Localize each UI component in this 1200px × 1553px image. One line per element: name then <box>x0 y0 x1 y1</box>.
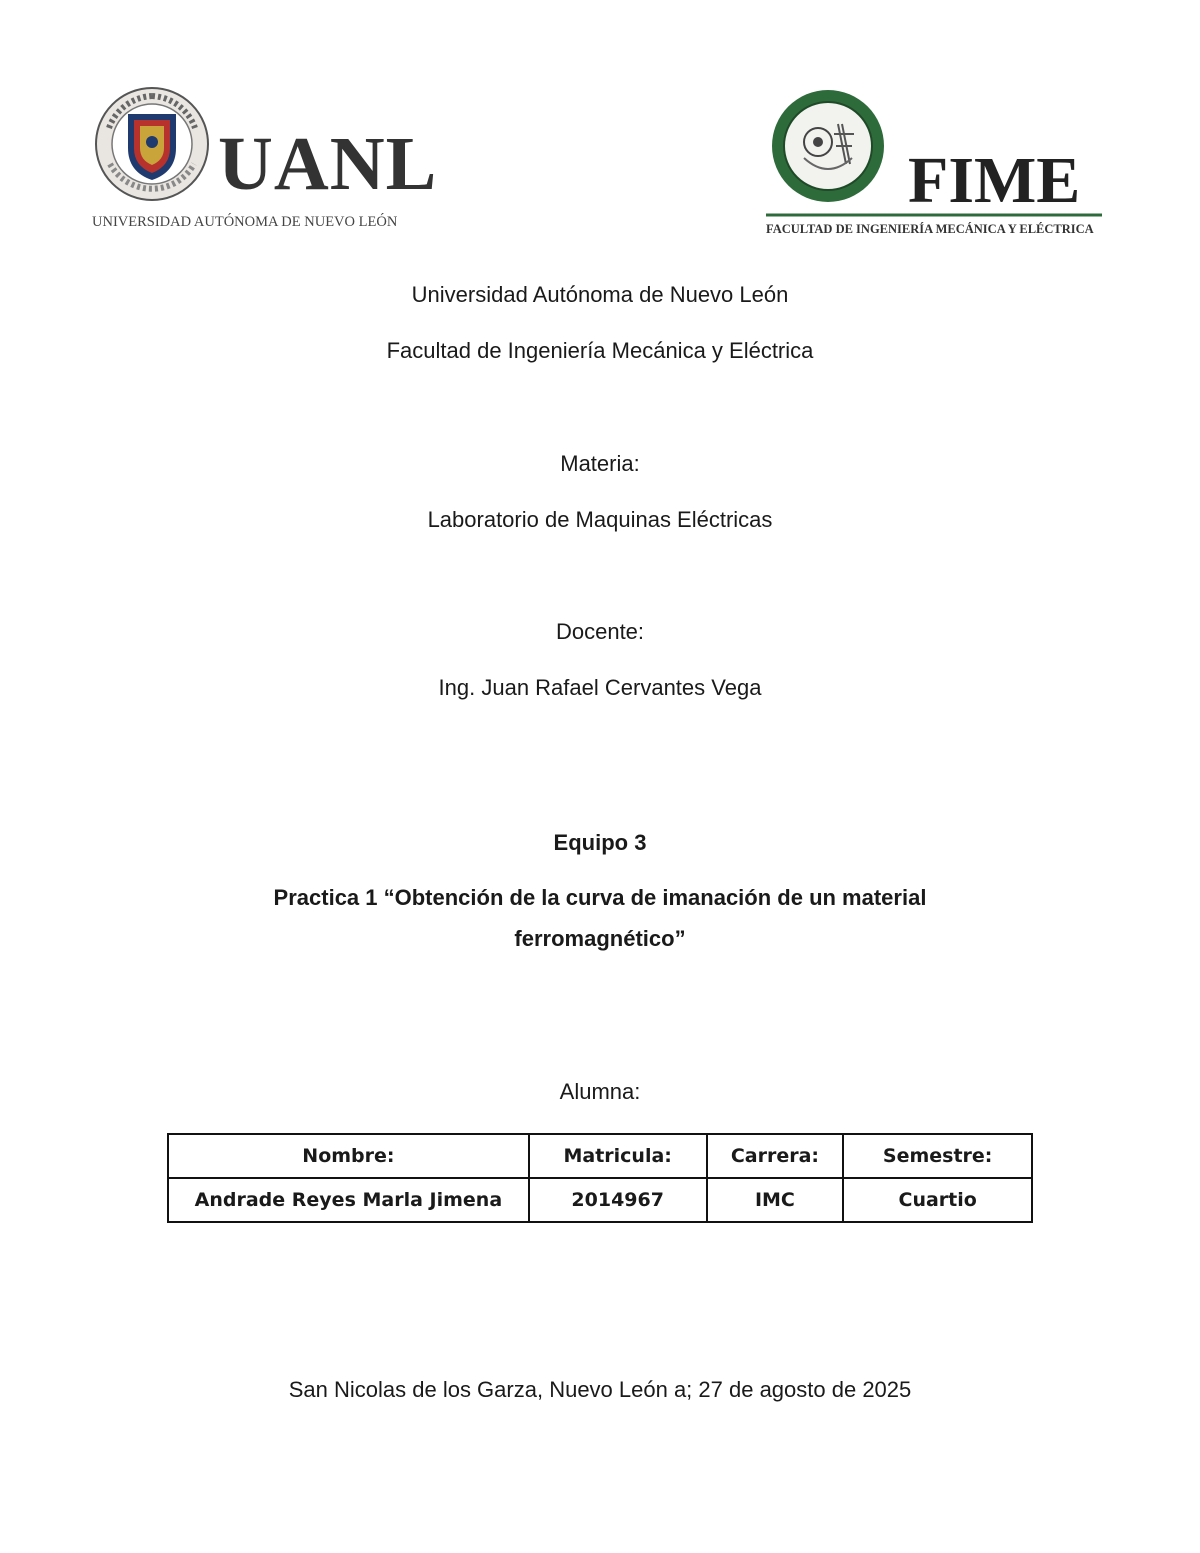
header-carrera: Carrera: <box>707 1134 844 1178</box>
teacher-name: Ing. Juan Rafael Cervantes Vega <box>438 675 762 700</box>
fime-subtitle: FACULTAD DE INGENIERÍA MECÁNICA Y ELÉCTRICA <box>766 222 1094 236</box>
course-label: Materia: <box>560 451 640 476</box>
teacher-label: Docente: <box>555 619 645 644</box>
practice-title-line1: Practica 1 “Obtención de la curva de imanación de un material <box>273 885 927 910</box>
uanl-logo <box>90 84 440 234</box>
faculty-name: Facultad de Ingeniería Mecánica y Eléctrica <box>386 338 814 363</box>
student-label: Alumna: <box>559 1079 641 1104</box>
header-matricula: Matricula: <box>529 1134 707 1178</box>
student-table <box>167 1133 1033 1223</box>
practice-title-line2: ferromagnético” <box>514 926 686 951</box>
cell-semestre: Cuartio <box>843 1178 1032 1222</box>
cell-nombre: Andrade Reyes Marla Jimena <box>168 1178 529 1222</box>
course-name: Laboratorio de Maquinas Eléctricas <box>427 507 773 532</box>
footer-place-date: San Nicolas de los Garza, Nuevo León a; 27 de agosto de 2025 <box>288 1377 912 1402</box>
fime-wordmark: FIME <box>908 144 1081 217</box>
table-header-row <box>168 1134 1032 1178</box>
uanl-subtitle: UNIVERSIDAD AUTÓNOMA DE NUEVO LEÓN <box>92 214 398 230</box>
fime-logo <box>762 84 1107 239</box>
team-name: Equipo 3 <box>553 830 647 855</box>
university-name: Universidad Autónoma de Nuevo León <box>411 282 789 307</box>
header-semestre: Semestre: <box>843 1134 1032 1178</box>
cell-matricula: 2014967 <box>529 1178 707 1222</box>
table-row <box>168 1178 1032 1222</box>
uanl-wordmark: UANL <box>218 122 438 206</box>
cell-carrera: IMC <box>707 1178 844 1222</box>
header-nombre: Nombre: <box>168 1134 529 1178</box>
